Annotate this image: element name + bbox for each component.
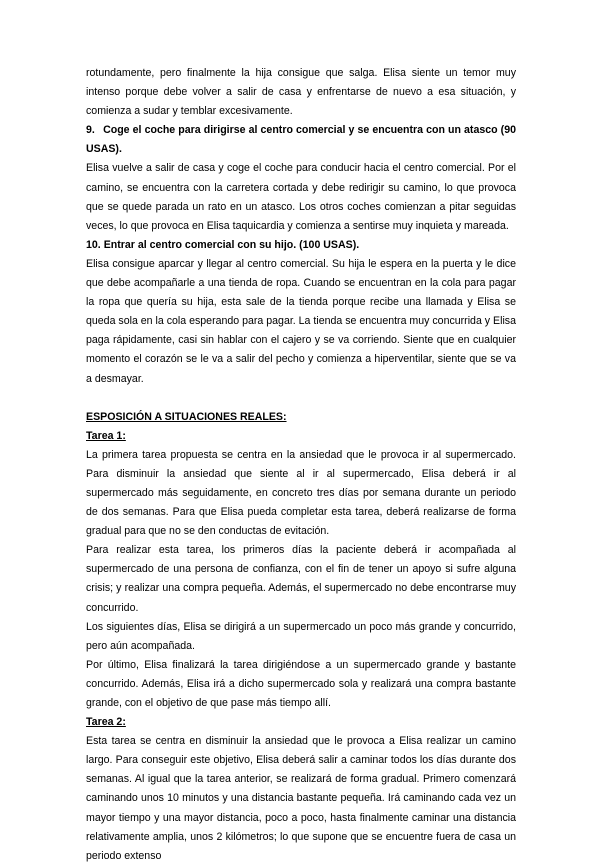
section-title: ESPOSICIÓN A SITUACIONES REALES: [86,410,287,423]
item-9-body: Elisa vuelve a salir de casa y coge el coche para conducir hacia el centro comercial. Por el camino, se encuentra con la carretera cortada y debe redirigir su camino, lo que provoca que se quede parada un rato en un atasco. Los otros coches comienzan a pitar seguidas veces, lo que provoca en Elisa taquicardia y comienza a sentirse muy inquieta y mareada. [86,162,516,232]
item-number: 10. [86,238,101,251]
continuation-paragraph: rotundamente, pero finalmente la hija consigue que salga. Elisa siente un temor muy intenso porque debe volver a salir de casa y enfrentarse de nuevo a esa situación, y comienza a sudar y temblar excesivamente. [86,67,516,118]
task-1-paragraph: La primera tarea propuesta se centra en la ansiedad que le provoca ir al supermercado. Para disminuir la ansiedad que siente al ir al supermercado, Elisa deberá ir al supermercado más seguidamente, en concreto tres días por semana durante un periodo de dos semanas. Para que Elisa pueda completar esta tarea, deberá realizarse de forma gradual para que no se den conductas de evitación. [86,448,516,538]
item-number: 9. [86,124,95,137]
item-heading-text: Coge el coche para dirigirse al centro comercial y se encuentra con un atasco (90 USAS). [86,124,516,156]
item-9-heading [86,121,516,159]
item-heading-text: Entrar al centro comercial con su hijo. (100 USAS). [103,238,360,251]
task-1-title: Tarea 1: [86,429,126,442]
task-1-paragraph: Para realizar esta tarea, los primeros días la paciente deberá ir acompañada al supermercado de una persona de confianza, con el fin de tener un apoyo si sufre alguna crisis; y realizar una compra pequeña. Además, el supermercado no debe encontrarse muy concurrido. [86,544,516,614]
task-2-paragraph: Esta tarea se centra en disminuir la ansiedad que le provoca a Elisa realizar un camino largo. Para conseguir este objetivo, Elisa deberá salir a caminar todos los días durante dos semanas. Al igual que la tarea anterior, se realizará de forma gradual. Primero comenzará caminando unos 10 minutos y una distancia bastante pequeña. Irá caminando cada vez un mayor tiempo y una mayor distancia, poco a poco, hasta finalmente caminar una distancia relativamente amplia, unos 2 kilómetros; lo que supone que se encuentre fuera de casa un periodo extenso [86,735,516,862]
task-1-paragraph: Los siguientes días, Elisa se dirigirá a un supermercado un poco más grande y concurrido, pero aún acompañada. [86,620,516,652]
item-10-heading [86,236,516,255]
page-body [86,64,516,866]
task-1-paragraph: Por último, Elisa finalizará la tarea dirigiéndose a un supermercado grande y bastante concurrido. Además, Elisa irá a dicho supermercado sola y realizará una compra bastante grande, con el objetivo de que pase más tiempo allí. [86,658,516,709]
item-10-body: Elisa consigue aparcar y llegar al centro comercial. Su hija le espera en la puerta y le dice que debe acompañarle a una tienda de ropa. Cuando se encuentran en la cola para pagar la ropa que quería su hija, esta sale de la tienda porque recibe una llamada y Elisa se queda sola en la cola esperando para pagar. La tienda se encuentra muy concurrida y Elisa paga rápidamente, casi sin hablar con el cajero y se va corriendo. Siente que en cualquier momento el corazón se le va a salir del pecho y comienza a hiperventilar, siente que se va a desmayar. [86,257,516,385]
task-2-title: Tarea 2: [86,716,126,729]
